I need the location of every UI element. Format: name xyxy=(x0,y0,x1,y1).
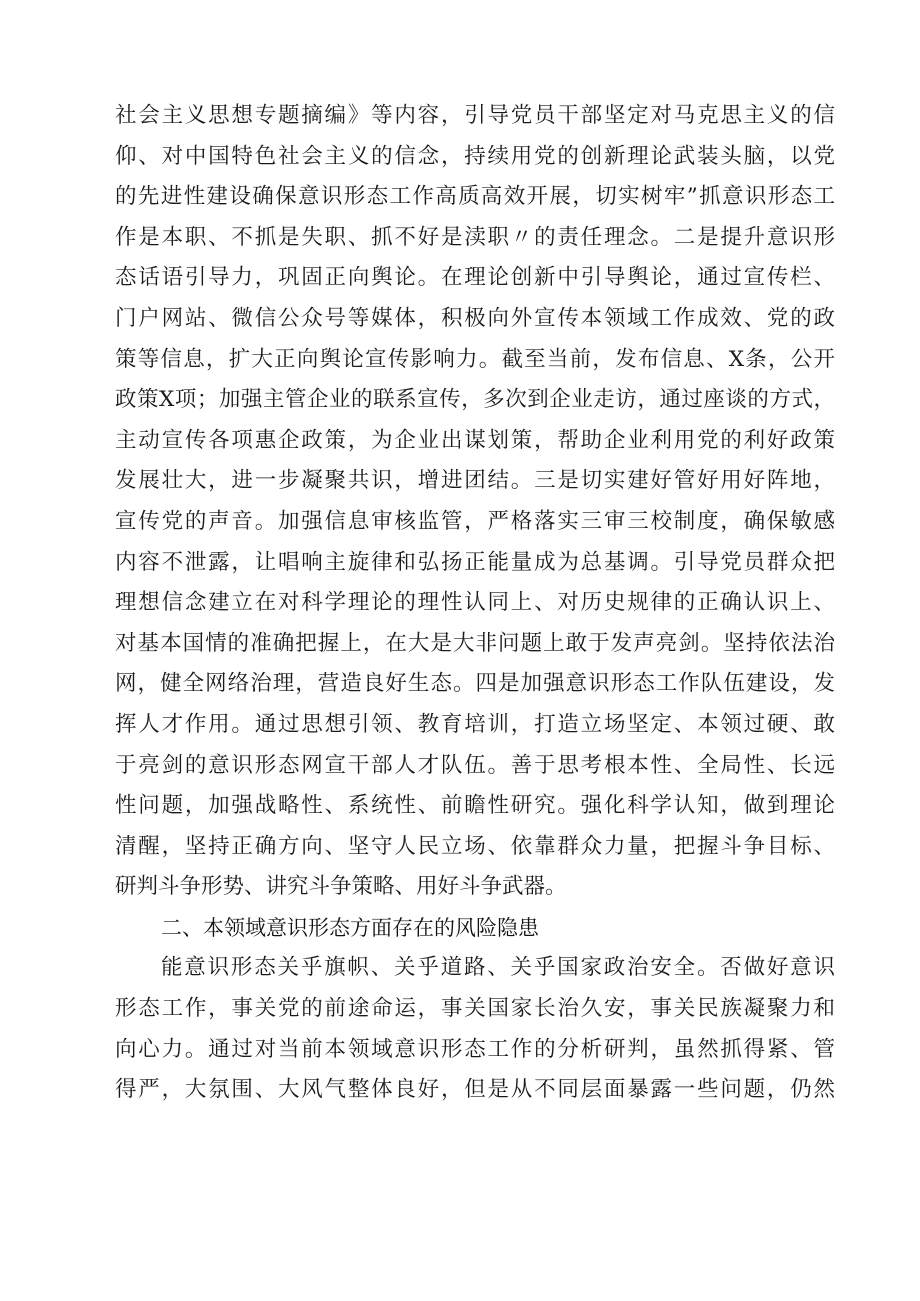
text-line: 挥人才作用。通过思想引领、教育培训，打造立场坚定、本领过硬、敢 xyxy=(115,711,835,737)
text-line: 网，健全网络治理，营造良好生态。四是加强意识形态工作队伍建设，发 xyxy=(115,671,835,697)
text-line: 仰、对中国特色社会主义的信念，持续用党的创新理论武装头脑，以党 xyxy=(115,143,835,169)
text-line: 向心力。通过对当前本领域意识形态工作的分析研判，虽然抓得紧、管 xyxy=(115,1036,835,1062)
text-line: 作是本职、不抓是失职、抓不好是渎职〃的责任理念。二是提升意识形 xyxy=(115,224,835,250)
text-line: 于亮剑的意识形态网宣干部人才队伍。善于思考根本性、全局性、长远 xyxy=(115,752,835,778)
text-line: 得严，大氛围、大风气整体良好，但是从不同层面暴露一些问题，仍然 xyxy=(115,1077,835,1103)
text-line: 研判斗争形势、讲究斗争策略、用好斗争武器。 xyxy=(115,874,567,900)
text-line: 的先进性建设确保意识形态工作高质高效开展，切实树牢”抓意识形态工 xyxy=(115,184,835,210)
section-heading: 二、本领域意识形态方面存在的风险隐患 xyxy=(161,915,539,940)
text-line: 政策X项；加强主管企业的联系宣传，多次到企业走访，通过座谈的方式， xyxy=(115,387,835,413)
text-line: 门户网站、微信公众号等媒体，积极向外宣传本领域工作成效、党的政 xyxy=(115,305,835,331)
text-line: 宣传党的声音。加强信息审核监管，严格落实三审三校制度，确保敏感 xyxy=(115,508,835,534)
text-line: 理想信念建立在对科学理论的理性认同上、对历史规律的正确认识上、 xyxy=(115,590,835,616)
text-line: 主动宣传各项惠企政策，为企业出谋划策，帮助企业利用党的利好政策 xyxy=(115,427,835,453)
text-line: 态话语引导力，巩固正向舆论。在理论创新中引导舆论，通过宣传栏、 xyxy=(115,265,835,291)
text-line: 清醒，坚持正确方向、坚守人民立场、依靠群众力量，把握斗争目标、 xyxy=(115,833,835,859)
text-line: 形态工作，事关党的前途命运，事关国家长治久安，事关民族凝聚力和 xyxy=(115,996,835,1022)
text-line: 策等信息，扩大正向舆论宣传影响力。截至当前，发布信息、X条，公开 xyxy=(115,346,835,372)
text-line: 对基本国情的准确把握上，在大是大非问题上敢于发声亮剑。坚持依法治 xyxy=(115,630,835,656)
text-line: 性问题，加强战略性、系统性、前瞻性研究。强化科学认知，做到理论 xyxy=(115,793,835,819)
text-line: 发展壮大，进一步凝聚共识，增进团结。三是切实建好管好用好阵地， xyxy=(115,468,835,494)
text-line: 能意识形态关乎旗帜、关乎道路、关乎国家政治安全。否做好意识 xyxy=(161,955,835,981)
text-line: 社会主义思想专题摘编》等内容，引导党员干部坚定对马克思主义的信 xyxy=(115,103,835,128)
document-body xyxy=(115,96,835,1111)
text-line: 内容不泄露，让唱响主旋律和弘扬正能量成为总基调。引导党员群众把 xyxy=(115,549,835,575)
